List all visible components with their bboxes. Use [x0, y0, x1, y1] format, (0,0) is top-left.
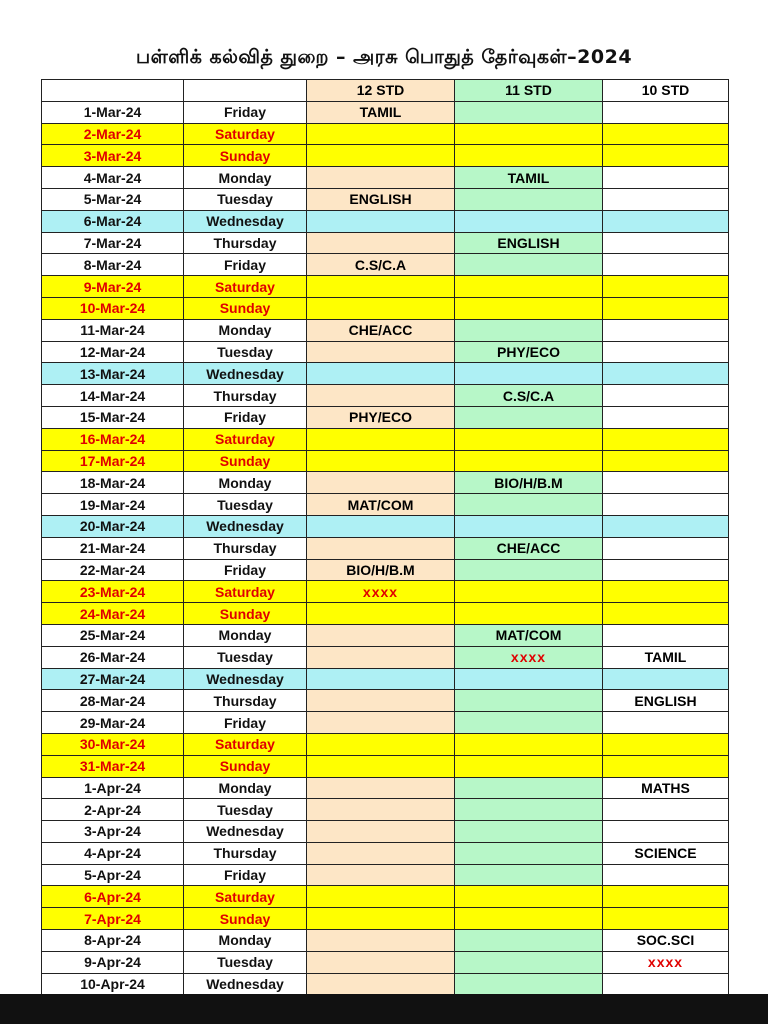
day-cell: Wednesday — [184, 973, 307, 995]
exam-schedule-table — [41, 79, 729, 995]
date-cell: 18-Mar-24 — [42, 472, 184, 494]
std11-cell: C.S/C.A — [455, 385, 603, 407]
std10-cell — [603, 581, 729, 603]
date-cell: 5-Apr-24 — [42, 864, 184, 886]
table-row — [42, 842, 729, 864]
day-cell: Thursday — [184, 842, 307, 864]
std10-cell — [603, 363, 729, 385]
std10-cell — [603, 472, 729, 494]
std10-cell — [603, 799, 729, 821]
date-cell: 5-Mar-24 — [42, 188, 184, 210]
std10-cell: SOC.SCI — [603, 930, 729, 952]
table-row — [42, 886, 729, 908]
std10-cell — [603, 167, 729, 189]
std12-cell — [307, 733, 455, 755]
std11-cell: xxxx — [455, 646, 603, 668]
table-row — [42, 276, 729, 298]
header-day — [184, 80, 307, 102]
std11-cell — [455, 733, 603, 755]
std12-cell — [307, 603, 455, 625]
day-cell: Monday — [184, 930, 307, 952]
std12-cell — [307, 210, 455, 232]
date-cell: 10-Apr-24 — [42, 973, 184, 995]
std11-cell — [455, 210, 603, 232]
std12-cell — [307, 646, 455, 668]
std11-cell — [455, 515, 603, 537]
std10-cell — [603, 276, 729, 298]
std12-cell — [307, 232, 455, 254]
std12-cell — [307, 123, 455, 145]
std10-cell — [603, 145, 729, 167]
std11-cell — [455, 690, 603, 712]
day-cell: Saturday — [184, 733, 307, 755]
std11-cell — [455, 951, 603, 973]
std12-cell: C.S/C.A — [307, 254, 455, 276]
date-cell: 8-Mar-24 — [42, 254, 184, 276]
std10-cell — [603, 450, 729, 472]
std10-cell — [603, 297, 729, 319]
std12-cell: MAT/COM — [307, 494, 455, 516]
date-cell: 17-Mar-24 — [42, 450, 184, 472]
table-row — [42, 428, 729, 450]
std12-cell: CHE/ACC — [307, 319, 455, 341]
std10-cell — [603, 406, 729, 428]
date-cell: 9-Mar-24 — [42, 276, 184, 298]
std11-cell — [455, 319, 603, 341]
table-row — [42, 363, 729, 385]
day-cell: Tuesday — [184, 646, 307, 668]
table-row — [42, 864, 729, 886]
day-cell: Wednesday — [184, 821, 307, 843]
std12-cell — [307, 385, 455, 407]
std12-cell — [307, 930, 455, 952]
day-cell: Thursday — [184, 232, 307, 254]
std11-cell — [455, 188, 603, 210]
day-cell: Friday — [184, 406, 307, 428]
table-body — [42, 101, 729, 995]
day-cell: Saturday — [184, 886, 307, 908]
day-cell: Friday — [184, 712, 307, 734]
day-cell: Wednesday — [184, 668, 307, 690]
day-cell: Tuesday — [184, 188, 307, 210]
table-row — [42, 232, 729, 254]
std11-cell — [455, 123, 603, 145]
date-cell: 20-Mar-24 — [42, 515, 184, 537]
std11-cell — [455, 842, 603, 864]
std11-cell — [455, 494, 603, 516]
table-row — [42, 472, 729, 494]
std11-cell: PHY/ECO — [455, 341, 603, 363]
day-cell: Friday — [184, 101, 307, 123]
std11-cell — [455, 276, 603, 298]
std11-cell — [455, 930, 603, 952]
date-cell: 4-Mar-24 — [42, 167, 184, 189]
day-cell: Thursday — [184, 690, 307, 712]
table-row — [42, 690, 729, 712]
std10-cell — [603, 755, 729, 777]
day-cell: Monday — [184, 319, 307, 341]
table-row — [42, 319, 729, 341]
table-row — [42, 515, 729, 537]
date-cell: 31-Mar-24 — [42, 755, 184, 777]
date-cell: 2-Apr-24 — [42, 799, 184, 821]
date-cell: 22-Mar-24 — [42, 559, 184, 581]
date-cell: 28-Mar-24 — [42, 690, 184, 712]
std11-cell — [455, 101, 603, 123]
std11-cell — [455, 755, 603, 777]
std11-cell — [455, 821, 603, 843]
table-row — [42, 123, 729, 145]
std10-cell: TAMIL — [603, 646, 729, 668]
date-cell: 23-Mar-24 — [42, 581, 184, 603]
date-cell: 15-Mar-24 — [42, 406, 184, 428]
std12-cell: TAMIL — [307, 101, 455, 123]
day-cell: Thursday — [184, 537, 307, 559]
std12-cell — [307, 712, 455, 734]
std12-cell — [307, 472, 455, 494]
date-cell: 26-Mar-24 — [42, 646, 184, 668]
day-cell: Monday — [184, 777, 307, 799]
std10-cell — [603, 515, 729, 537]
date-cell: 30-Mar-24 — [42, 733, 184, 755]
page-title: பள்ளிக் கல்வித் துறை – அரசு பொதுத் தேர்வுகள்–2024 — [135, 46, 633, 68]
std11-cell — [455, 450, 603, 472]
table-row — [42, 646, 729, 668]
std12-cell — [307, 951, 455, 973]
table-row — [42, 799, 729, 821]
std10-cell — [603, 188, 729, 210]
std12-cell — [307, 297, 455, 319]
day-cell: Tuesday — [184, 494, 307, 516]
day-cell: Wednesday — [184, 363, 307, 385]
std10-cell — [603, 712, 729, 734]
std11-cell — [455, 581, 603, 603]
date-cell: 1-Apr-24 — [42, 777, 184, 799]
table-row — [42, 603, 729, 625]
std11-cell — [455, 559, 603, 581]
std10-cell — [603, 733, 729, 755]
date-cell: 4-Apr-24 — [42, 842, 184, 864]
table-row — [42, 167, 729, 189]
day-cell: Sunday — [184, 908, 307, 930]
date-cell: 2-Mar-24 — [42, 123, 184, 145]
std11-cell: BIO/H/B.M — [455, 472, 603, 494]
date-cell: 21-Mar-24 — [42, 537, 184, 559]
std10-cell — [603, 123, 729, 145]
table-row — [42, 254, 729, 276]
std12-cell — [307, 428, 455, 450]
table-row — [42, 624, 729, 646]
table-row — [42, 537, 729, 559]
table-row — [42, 755, 729, 777]
table-row — [42, 385, 729, 407]
std12-cell: xxxx — [307, 581, 455, 603]
std12-cell — [307, 341, 455, 363]
day-cell: Thursday — [184, 385, 307, 407]
std11-cell — [455, 145, 603, 167]
date-cell: 29-Mar-24 — [42, 712, 184, 734]
table-row — [42, 581, 729, 603]
std12-cell — [307, 690, 455, 712]
day-cell: Tuesday — [184, 341, 307, 363]
day-cell: Sunday — [184, 450, 307, 472]
table-row — [42, 210, 729, 232]
std11-cell — [455, 363, 603, 385]
std10-cell — [603, 341, 729, 363]
table-row — [42, 188, 729, 210]
day-cell: Monday — [184, 472, 307, 494]
std11-cell — [455, 777, 603, 799]
std12-cell — [307, 537, 455, 559]
date-cell: 12-Mar-24 — [42, 341, 184, 363]
std12-cell — [307, 755, 455, 777]
std11-cell: CHE/ACC — [455, 537, 603, 559]
std12-cell — [307, 167, 455, 189]
std11-cell: TAMIL — [455, 167, 603, 189]
std10-cell — [603, 864, 729, 886]
date-cell: 16-Mar-24 — [42, 428, 184, 450]
date-cell: 7-Mar-24 — [42, 232, 184, 254]
day-cell: Friday — [184, 254, 307, 276]
std12-cell — [307, 864, 455, 886]
std10-cell — [603, 668, 729, 690]
std11-cell — [455, 406, 603, 428]
date-cell: 25-Mar-24 — [42, 624, 184, 646]
std12-cell — [307, 276, 455, 298]
table-header-row — [42, 80, 729, 102]
table-row — [42, 777, 729, 799]
date-cell: 8-Apr-24 — [42, 930, 184, 952]
std11-cell — [455, 799, 603, 821]
header-12-std: 12 STD — [307, 80, 455, 102]
std10-cell: MATHS — [603, 777, 729, 799]
std10-cell — [603, 101, 729, 123]
std10-cell — [603, 210, 729, 232]
std10-cell — [603, 232, 729, 254]
std10-cell — [603, 973, 729, 995]
date-cell: 6-Apr-24 — [42, 886, 184, 908]
day-cell: Sunday — [184, 145, 307, 167]
date-cell: 7-Apr-24 — [42, 908, 184, 930]
std10-cell — [603, 385, 729, 407]
day-cell: Saturday — [184, 123, 307, 145]
table-row — [42, 930, 729, 952]
header-11-std: 11 STD — [455, 80, 603, 102]
std12-cell — [307, 363, 455, 385]
std10-cell — [603, 254, 729, 276]
day-cell: Wednesday — [184, 515, 307, 537]
day-cell: Wednesday — [184, 210, 307, 232]
std12-cell — [307, 515, 455, 537]
date-cell: 1-Mar-24 — [42, 101, 184, 123]
std12-cell — [307, 450, 455, 472]
std12-cell — [307, 973, 455, 995]
table-row — [42, 908, 729, 930]
table-row — [42, 951, 729, 973]
std11-cell — [455, 908, 603, 930]
std10-cell: xxxx — [603, 951, 729, 973]
date-cell: 6-Mar-24 — [42, 210, 184, 232]
std12-cell — [307, 842, 455, 864]
day-cell: Sunday — [184, 755, 307, 777]
day-cell: Saturday — [184, 428, 307, 450]
day-cell: Friday — [184, 559, 307, 581]
std10-cell — [603, 494, 729, 516]
date-cell: 9-Apr-24 — [42, 951, 184, 973]
std10-cell — [603, 559, 729, 581]
table-row — [42, 341, 729, 363]
std11-cell — [455, 428, 603, 450]
std12-cell — [307, 799, 455, 821]
std10-cell: SCIENCE — [603, 842, 729, 864]
std12-cell — [307, 145, 455, 167]
std11-cell — [455, 254, 603, 276]
date-cell: 14-Mar-24 — [42, 385, 184, 407]
std10-cell — [603, 428, 729, 450]
std11-cell — [455, 603, 603, 625]
std12-cell: BIO/H/B.M — [307, 559, 455, 581]
day-cell: Sunday — [184, 297, 307, 319]
date-cell: 3-Apr-24 — [42, 821, 184, 843]
std10-cell — [603, 603, 729, 625]
bottom-bar — [0, 994, 768, 1024]
table-row — [42, 733, 729, 755]
std10-cell — [603, 886, 729, 908]
std12-cell — [307, 821, 455, 843]
table-row — [42, 101, 729, 123]
day-cell: Monday — [184, 624, 307, 646]
day-cell: Tuesday — [184, 799, 307, 821]
std11-cell: ENGLISH — [455, 232, 603, 254]
std11-cell — [455, 668, 603, 690]
std10-cell — [603, 319, 729, 341]
std12-cell — [307, 624, 455, 646]
day-cell: Tuesday — [184, 951, 307, 973]
day-cell: Monday — [184, 167, 307, 189]
table-row — [42, 450, 729, 472]
std11-cell: MAT/COM — [455, 624, 603, 646]
table-row — [42, 494, 729, 516]
std11-cell — [455, 864, 603, 886]
table-row — [42, 559, 729, 581]
table-row — [42, 297, 729, 319]
table-row — [42, 145, 729, 167]
day-cell: Saturday — [184, 276, 307, 298]
day-cell: Friday — [184, 864, 307, 886]
std12-cell: PHY/ECO — [307, 406, 455, 428]
table-row — [42, 712, 729, 734]
std10-cell — [603, 624, 729, 646]
header-date — [42, 80, 184, 102]
std12-cell — [307, 668, 455, 690]
std12-cell: ENGLISH — [307, 188, 455, 210]
std10-cell: ENGLISH — [603, 690, 729, 712]
date-cell: 24-Mar-24 — [42, 603, 184, 625]
table-row — [42, 821, 729, 843]
date-cell: 10-Mar-24 — [42, 297, 184, 319]
std11-cell — [455, 973, 603, 995]
std10-cell — [603, 537, 729, 559]
table-row — [42, 973, 729, 995]
std11-cell — [455, 297, 603, 319]
date-cell: 11-Mar-24 — [42, 319, 184, 341]
std10-cell — [603, 908, 729, 930]
date-cell: 3-Mar-24 — [42, 145, 184, 167]
table-row — [42, 406, 729, 428]
header-10-std: 10 STD — [603, 80, 729, 102]
date-cell: 13-Mar-24 — [42, 363, 184, 385]
std12-cell — [307, 908, 455, 930]
std11-cell — [455, 886, 603, 908]
std12-cell — [307, 886, 455, 908]
day-cell: Saturday — [184, 581, 307, 603]
date-cell: 27-Mar-24 — [42, 668, 184, 690]
table-row — [42, 668, 729, 690]
std11-cell — [455, 712, 603, 734]
date-cell: 19-Mar-24 — [42, 494, 184, 516]
std10-cell — [603, 821, 729, 843]
std12-cell — [307, 777, 455, 799]
day-cell: Sunday — [184, 603, 307, 625]
